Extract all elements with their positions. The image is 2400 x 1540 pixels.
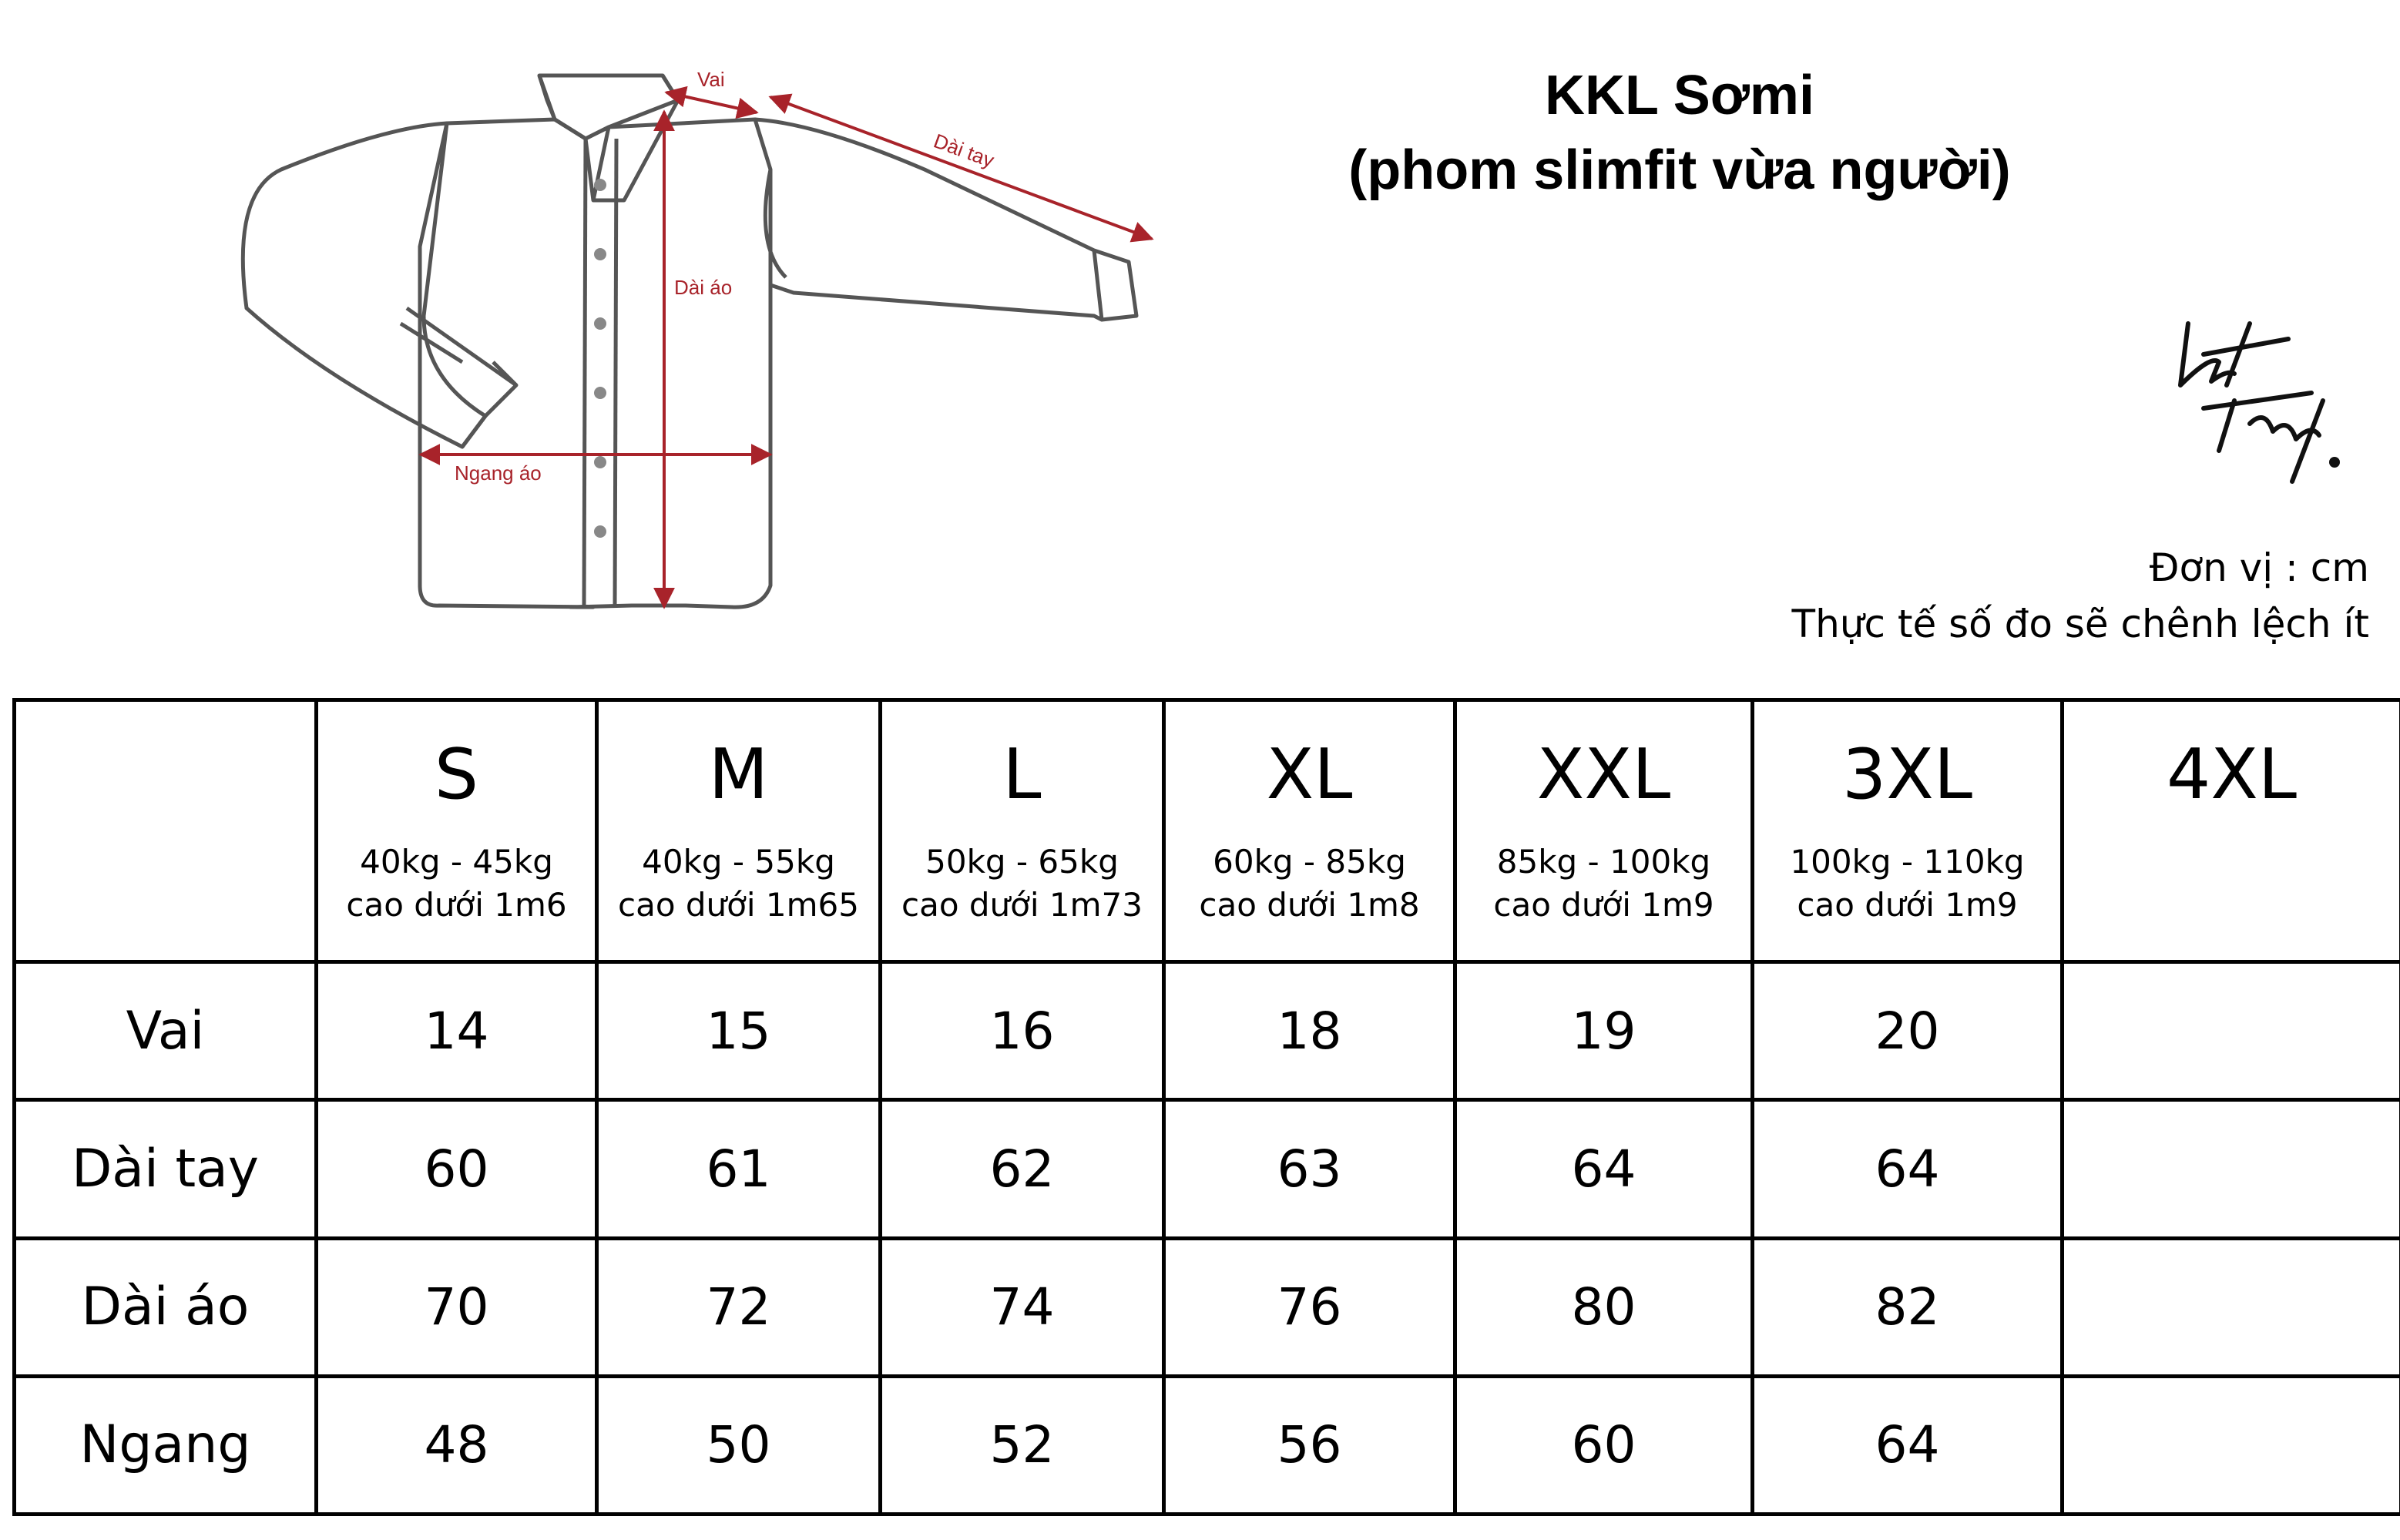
table-cell: 60 — [1455, 1376, 1753, 1514]
table-cell: 16 — [881, 962, 1164, 1100]
table-cell: 14 — [317, 962, 597, 1100]
difference-note: Thực tế số đo sẽ chênh lệch ít — [1791, 602, 2369, 646]
size-col-xl: XL 60kg - 85kg cao dưới 1m8 — [1164, 700, 1455, 962]
size-col-m: M 40kg - 55kg cao dưới 1m65 — [597, 700, 881, 962]
table-cell: 64 — [1753, 1100, 2063, 1238]
table-cell: 18 — [1164, 962, 1455, 1100]
table-cell: 15 — [597, 962, 881, 1100]
table-cell: 70 — [317, 1238, 597, 1376]
shirt-outline — [243, 75, 1136, 607]
table-cell: 82 — [1753, 1238, 2063, 1376]
size-col-xxl: XXL 85kg - 100kg cao dưới 1m9 — [1455, 700, 1753, 962]
table-cell: 56 — [1164, 1376, 1455, 1514]
label-width: Ngang áo — [455, 461, 542, 485]
measure-lines — [421, 92, 1152, 607]
table-cell: 63 — [1164, 1100, 1455, 1238]
table-cell: 61 — [597, 1100, 881, 1238]
size-col-l: L 50kg - 65kg cao dưới 1m73 — [881, 700, 1164, 962]
table-cell — [2063, 1100, 2400, 1238]
table-cell: 80 — [1455, 1238, 1753, 1376]
label-length: Dài áo — [674, 276, 733, 299]
table-cell: 48 — [317, 1376, 597, 1514]
table-row — [15, 1100, 2400, 1238]
size-header-row — [15, 700, 2400, 962]
table-row — [15, 1238, 2400, 1376]
table-cell — [2063, 1376, 2400, 1514]
table-row — [15, 962, 2400, 1100]
table-cell: 60 — [317, 1100, 597, 1238]
corner-cell — [15, 700, 317, 962]
size-col-4xl: 4XL — [2063, 700, 2400, 962]
table-cell: 50 — [597, 1376, 881, 1514]
table-cell: 76 — [1164, 1238, 1455, 1376]
table-cell: 19 — [1455, 962, 1753, 1100]
buttons — [594, 179, 606, 538]
size-col-s: S 40kg - 45kg cao dưới 1m6 — [317, 700, 597, 962]
page-subtitle: (phom slimfit vừa người) — [1348, 139, 2011, 201]
table-cell: 20 — [1753, 962, 2063, 1100]
table-cell: 72 — [597, 1238, 881, 1376]
signature-logo — [2157, 308, 2358, 493]
row-label-length: Dài áo — [15, 1238, 317, 1376]
row-label-sleeve: Dài tay — [15, 1100, 317, 1238]
table-cell: 64 — [1753, 1376, 2063, 1514]
size-table — [12, 698, 2400, 1516]
page-title: KKL Sơmi — [1545, 65, 1814, 126]
shirt-diagram — [231, 54, 1202, 624]
table-row — [15, 1376, 2400, 1514]
table-cell: 62 — [881, 1100, 1164, 1238]
row-label-width: Ngang — [15, 1376, 317, 1514]
row-label-shoulder: Vai — [15, 962, 317, 1100]
label-sleeve: Dài tay — [930, 129, 998, 173]
label-shoulder: Vai — [697, 68, 725, 91]
table-cell: 52 — [881, 1376, 1164, 1514]
table-cell: 64 — [1455, 1100, 1753, 1238]
table-cell — [2063, 1238, 2400, 1376]
table-cell: 74 — [881, 1238, 1164, 1376]
size-col-3xl: 3XL 100kg - 110kg cao dưới 1m9 — [1753, 700, 2063, 962]
unit-note: Đơn vị : cm — [2149, 545, 2369, 590]
table-cell — [2063, 962, 2400, 1100]
